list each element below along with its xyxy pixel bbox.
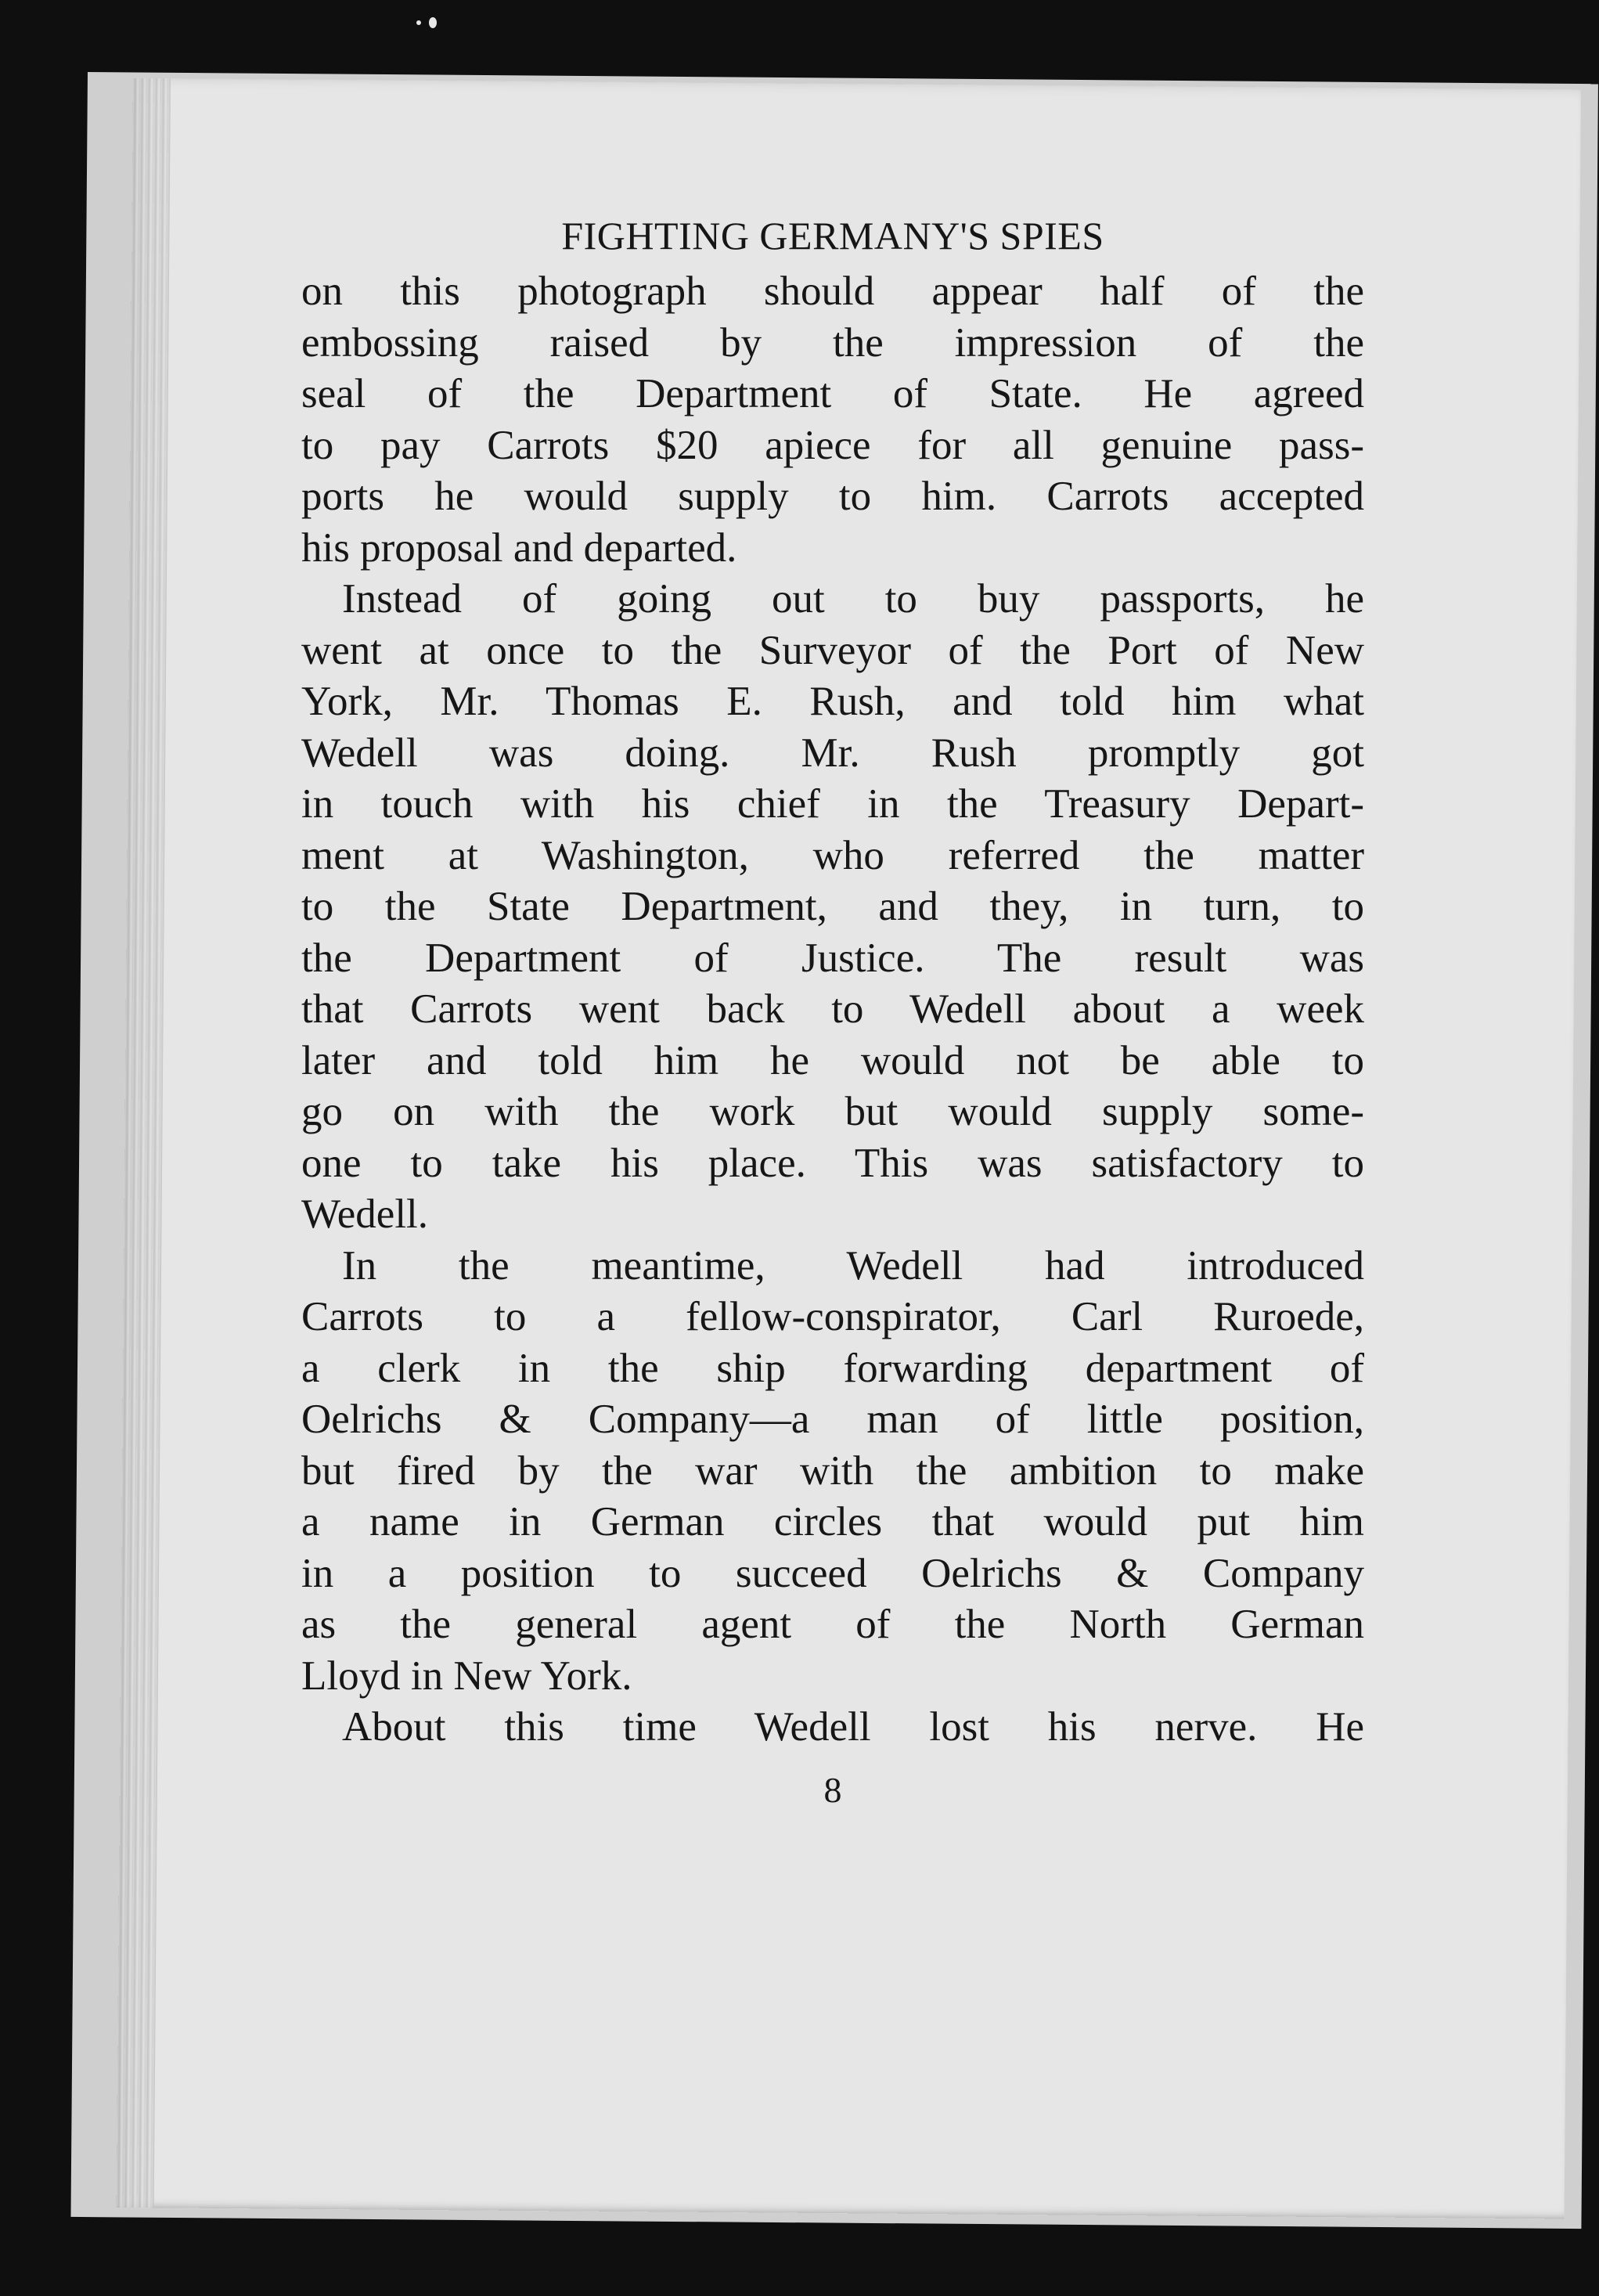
page-number: 8 xyxy=(823,1769,842,1810)
text-line: in a position to succeed Oelrichs & Company xyxy=(301,1550,1364,1596)
text-line: ports he would supply to him. Carrots accepted xyxy=(301,474,1364,519)
text-line: embossing raised by the impression of the xyxy=(301,319,1364,366)
text-line: to pay Carrots $20 apiece for all genuine pass- xyxy=(301,422,1364,468)
text-line: the Department of Justice. The result was xyxy=(301,935,1364,981)
text-line: went at once to the Surveyor of the Port of New xyxy=(301,627,1364,673)
dust-speck xyxy=(429,17,437,28)
text-line: one to take his place. This was satisfactory to xyxy=(301,1140,1364,1186)
text-line: About this time Wedell lost his nerve. He xyxy=(342,1704,1364,1750)
text-line: ment at Washington, who referred the matter xyxy=(301,832,1364,878)
paragraph xyxy=(301,1702,1364,1754)
text-line: in touch with his chief in the Treasury Depart- xyxy=(301,781,1364,827)
text-line: Carrots to a fellow-conspirator, Carl Ruroede, xyxy=(301,1294,1364,1339)
text-line: go on with the work but would supply some- xyxy=(301,1089,1364,1134)
text-line: Wedell was doing. Mr. Rush promptly got xyxy=(301,730,1364,776)
text-line: as the general agent of the North German xyxy=(301,1602,1364,1647)
text-line: his proposal and departed. xyxy=(301,524,737,571)
paragraph xyxy=(301,574,1364,1241)
paragraph xyxy=(301,1241,1364,1703)
text-line: York, Mr. Thomas E. Rush, and told him what xyxy=(301,679,1364,724)
text-line: Instead of going out to buy passports, he xyxy=(342,576,1364,622)
text-line: that Carrots went back to Wedell about a week xyxy=(301,986,1364,1032)
text-line: but fired by the war with the ambition to make xyxy=(301,1447,1364,1494)
dust-speck xyxy=(416,20,421,25)
text-line: Oelrichs & Company—a man of little position, xyxy=(301,1397,1364,1442)
text-line: seal of the Department of State. He agreed xyxy=(301,371,1364,416)
running-head: FIGHTING GERMANY'S SPIES xyxy=(561,214,1104,258)
page-content xyxy=(301,205,1364,1811)
text-line: Wedell. xyxy=(301,1191,429,1237)
text-line: on this photograph should appear half of the xyxy=(301,269,1364,314)
text-line: a clerk in the ship forwarding department of xyxy=(301,1345,1364,1391)
text-line: Lloyd in New York. xyxy=(301,1653,632,1699)
text-line: later and told him he would not be able to xyxy=(301,1037,1364,1083)
text-line: In the meantime, Wedell had introduced xyxy=(342,1242,1364,1289)
text-line: a name in German circles that would put him xyxy=(301,1499,1364,1544)
paragraph xyxy=(301,266,1364,574)
body-text xyxy=(301,266,1364,1754)
text-line: to the State Department, and they, in turn, to xyxy=(301,884,1364,929)
